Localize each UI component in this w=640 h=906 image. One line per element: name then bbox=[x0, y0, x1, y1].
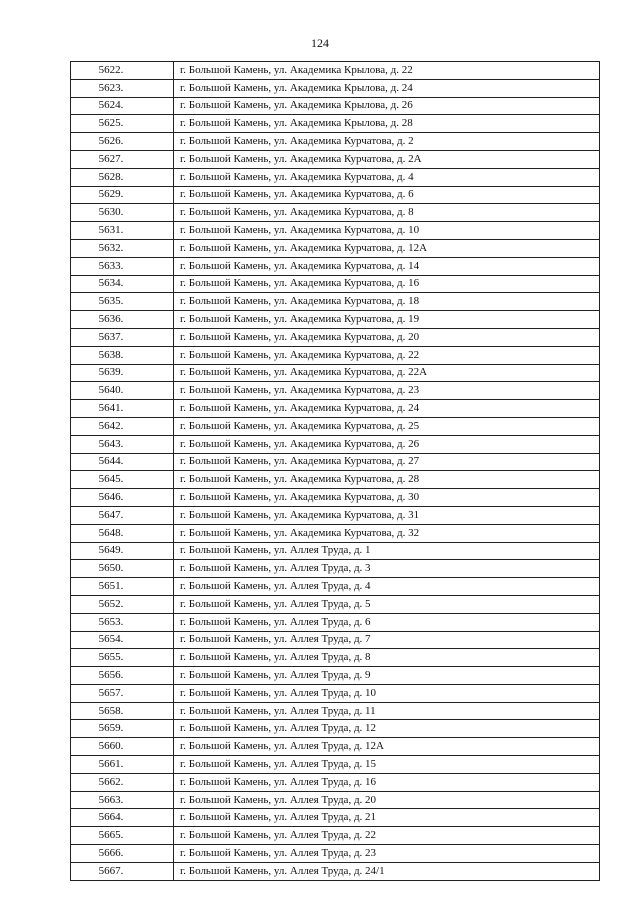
row-address: г. Большой Камень, ул. Аллея Труда, д. 21 bbox=[174, 809, 600, 827]
table-row bbox=[71, 862, 600, 880]
row-address: г. Большой Камень, ул. Академика Курчатова, д. 19 bbox=[174, 311, 600, 329]
row-number: 5622. bbox=[71, 62, 174, 80]
row-number: 5663. bbox=[71, 791, 174, 809]
row-number: 5635. bbox=[71, 293, 174, 311]
table-row bbox=[71, 791, 600, 809]
row-number: 5659. bbox=[71, 720, 174, 738]
row-address: г. Большой Камень, ул. Академика Курчатова, д. 2 bbox=[174, 133, 600, 151]
table-row bbox=[71, 827, 600, 845]
table-row bbox=[71, 222, 600, 240]
row-number: 5661. bbox=[71, 756, 174, 774]
row-number: 5625. bbox=[71, 115, 174, 133]
table-row bbox=[71, 239, 600, 257]
table-row bbox=[71, 578, 600, 596]
row-address: г. Большой Камень, ул. Аллея Труда, д. 20 bbox=[174, 791, 600, 809]
table-row bbox=[71, 150, 600, 168]
row-address: г. Большой Камень, ул. Аллея Труда, д. 4 bbox=[174, 578, 600, 596]
row-address: г. Большой Камень, ул. Академика Курчатова, д. 2А bbox=[174, 150, 600, 168]
row-address: г. Большой Камень, ул. Академика Крылова, д. 24 bbox=[174, 79, 600, 97]
table-row bbox=[71, 560, 600, 578]
row-number: 5656. bbox=[71, 667, 174, 685]
row-number: 5650. bbox=[71, 560, 174, 578]
row-number: 5666. bbox=[71, 845, 174, 863]
table-row bbox=[71, 506, 600, 524]
row-address: г. Большой Камень, ул. Аллея Труда, д. 12 bbox=[174, 720, 600, 738]
table-row bbox=[71, 364, 600, 382]
table-row bbox=[71, 62, 600, 80]
table-row bbox=[71, 542, 600, 560]
row-number: 5636. bbox=[71, 311, 174, 329]
row-number: 5623. bbox=[71, 79, 174, 97]
row-number: 5662. bbox=[71, 773, 174, 791]
row-number: 5633. bbox=[71, 257, 174, 275]
table-row bbox=[71, 346, 600, 364]
row-number: 5634. bbox=[71, 275, 174, 293]
row-address: г. Большой Камень, ул. Аллея Труда, д. 22 bbox=[174, 827, 600, 845]
row-address: г. Большой Камень, ул. Аллея Труда, д. 11 bbox=[174, 702, 600, 720]
row-address: г. Большой Камень, ул. Аллея Труда, д. 9 bbox=[174, 667, 600, 685]
table-row bbox=[71, 809, 600, 827]
row-number: 5637. bbox=[71, 328, 174, 346]
row-address: г. Большой Камень, ул. Академика Курчатова, д. 24 bbox=[174, 400, 600, 418]
row-number: 5655. bbox=[71, 649, 174, 667]
table-row bbox=[71, 186, 600, 204]
table-row bbox=[71, 168, 600, 186]
row-address: г. Большой Камень, ул. Академика Курчатова, д. 20 bbox=[174, 328, 600, 346]
row-number: 5628. bbox=[71, 168, 174, 186]
table-row bbox=[71, 756, 600, 774]
row-number: 5647. bbox=[71, 506, 174, 524]
page-number: 124 bbox=[311, 36, 329, 50]
row-address: г. Большой Камень, ул. Аллея Труда, д. 12А bbox=[174, 738, 600, 756]
row-number: 5631. bbox=[71, 222, 174, 240]
row-number: 5639. bbox=[71, 364, 174, 382]
table-row bbox=[71, 649, 600, 667]
row-address: г. Большой Камень, ул. Академика Курчатова, д. 23 bbox=[174, 382, 600, 400]
row-address: г. Большой Камень, ул. Академика Курчатова, д. 22А bbox=[174, 364, 600, 382]
row-address: г. Большой Камень, ул. Академика Крылова, д. 26 bbox=[174, 97, 600, 115]
table-row bbox=[71, 453, 600, 471]
row-number: 5657. bbox=[71, 684, 174, 702]
table-row bbox=[71, 311, 600, 329]
table-row bbox=[71, 257, 600, 275]
table-row bbox=[71, 133, 600, 151]
row-address: г. Большой Камень, ул. Академика Курчатова, д. 31 bbox=[174, 506, 600, 524]
row-number: 5652. bbox=[71, 595, 174, 613]
table-row bbox=[71, 382, 600, 400]
row-number: 5653. bbox=[71, 613, 174, 631]
row-number: 5629. bbox=[71, 186, 174, 204]
table-row bbox=[71, 417, 600, 435]
row-address: г. Большой Камень, ул. Академика Курчатова, д. 14 bbox=[174, 257, 600, 275]
row-address: г. Большой Камень, ул. Академика Курчатова, д. 18 bbox=[174, 293, 600, 311]
row-address: г. Большой Камень, ул. Академика Курчатова, д. 10 bbox=[174, 222, 600, 240]
row-address: г. Большой Камень, ул. Академика Крылова, д. 28 bbox=[174, 115, 600, 133]
row-address: г. Большой Камень, ул. Аллея Труда, д. 10 bbox=[174, 684, 600, 702]
table-row bbox=[71, 400, 600, 418]
row-address: г. Большой Камень, ул. Академика Курчатова, д. 8 bbox=[174, 204, 600, 222]
table-row bbox=[71, 845, 600, 863]
row-number: 5630. bbox=[71, 204, 174, 222]
row-number: 5667. bbox=[71, 862, 174, 880]
table-row bbox=[71, 97, 600, 115]
table-row bbox=[71, 435, 600, 453]
row-number: 5649. bbox=[71, 542, 174, 560]
address-table-body bbox=[71, 62, 600, 881]
row-address: г. Большой Камень, ул. Аллея Труда, д. 1 bbox=[174, 542, 600, 560]
row-address: г. Большой Камень, ул. Академика Курчатова, д. 16 bbox=[174, 275, 600, 293]
row-address: г. Большой Камень, ул. Академика Курчатова, д. 28 bbox=[174, 471, 600, 489]
table-row bbox=[71, 631, 600, 649]
table-row bbox=[71, 489, 600, 507]
table-row bbox=[71, 595, 600, 613]
table-row bbox=[71, 684, 600, 702]
table-row bbox=[71, 773, 600, 791]
row-number: 5665. bbox=[71, 827, 174, 845]
table-row bbox=[71, 613, 600, 631]
row-address: г. Большой Камень, ул. Академика Курчатова, д. 26 bbox=[174, 435, 600, 453]
row-number: 5664. bbox=[71, 809, 174, 827]
row-number: 5660. bbox=[71, 738, 174, 756]
table-row bbox=[71, 720, 600, 738]
table-row bbox=[71, 667, 600, 685]
row-number: 5640. bbox=[71, 382, 174, 400]
row-address: г. Большой Камень, ул. Академика Крылова, д. 22 bbox=[174, 62, 600, 80]
row-number: 5643. bbox=[71, 435, 174, 453]
row-number: 5645. bbox=[71, 471, 174, 489]
row-address: г. Большой Камень, ул. Академика Курчатова, д. 32 bbox=[174, 524, 600, 542]
row-number: 5644. bbox=[71, 453, 174, 471]
table-row bbox=[71, 471, 600, 489]
table-row bbox=[71, 702, 600, 720]
row-address: г. Большой Камень, ул. Аллея Труда, д. 24/1 bbox=[174, 862, 600, 880]
row-number: 5641. bbox=[71, 400, 174, 418]
row-address: г. Большой Камень, ул. Академика Курчатова, д. 27 bbox=[174, 453, 600, 471]
row-address: г. Большой Камень, ул. Академика Курчатова, д. 6 bbox=[174, 186, 600, 204]
row-address: г. Большой Камень, ул. Академика Курчатова, д. 12А bbox=[174, 239, 600, 257]
row-number: 5651. bbox=[71, 578, 174, 596]
row-number: 5642. bbox=[71, 417, 174, 435]
row-number: 5654. bbox=[71, 631, 174, 649]
row-address: г. Большой Камень, ул. Аллея Труда, д. 8 bbox=[174, 649, 600, 667]
row-number: 5627. bbox=[71, 150, 174, 168]
address-table bbox=[70, 61, 600, 881]
row-number: 5624. bbox=[71, 97, 174, 115]
row-address: г. Большой Камень, ул. Академика Курчатова, д. 22 bbox=[174, 346, 600, 364]
row-address: г. Большой Камень, ул. Академика Курчатова, д. 25 bbox=[174, 417, 600, 435]
table-row bbox=[71, 328, 600, 346]
table-row bbox=[71, 293, 600, 311]
row-number: 5648. bbox=[71, 524, 174, 542]
row-address: г. Большой Камень, ул. Аллея Труда, д. 6 bbox=[174, 613, 600, 631]
table-row bbox=[71, 738, 600, 756]
row-address: г. Большой Камень, ул. Аллея Труда, д. 3 bbox=[174, 560, 600, 578]
table-row bbox=[71, 79, 600, 97]
row-number: 5646. bbox=[71, 489, 174, 507]
row-address: г. Большой Камень, ул. Аллея Труда, д. 15 bbox=[174, 756, 600, 774]
row-address: г. Большой Камень, ул. Аллея Труда, д. 7 bbox=[174, 631, 600, 649]
table-row bbox=[71, 204, 600, 222]
row-address: г. Большой Камень, ул. Аллея Труда, д. 23 bbox=[174, 845, 600, 863]
row-number: 5638. bbox=[71, 346, 174, 364]
row-number: 5632. bbox=[71, 239, 174, 257]
table-row bbox=[71, 275, 600, 293]
table-row bbox=[71, 524, 600, 542]
row-number: 5658. bbox=[71, 702, 174, 720]
row-address: г. Большой Камень, ул. Академика Курчатова, д. 30 bbox=[174, 489, 600, 507]
row-address: г. Большой Камень, ул. Академика Курчатова, д. 4 bbox=[174, 168, 600, 186]
row-number: 5626. bbox=[71, 133, 174, 151]
table-row bbox=[71, 115, 600, 133]
row-address: г. Большой Камень, ул. Аллея Труда, д. 16 bbox=[174, 773, 600, 791]
row-address: г. Большой Камень, ул. Аллея Труда, д. 5 bbox=[174, 595, 600, 613]
